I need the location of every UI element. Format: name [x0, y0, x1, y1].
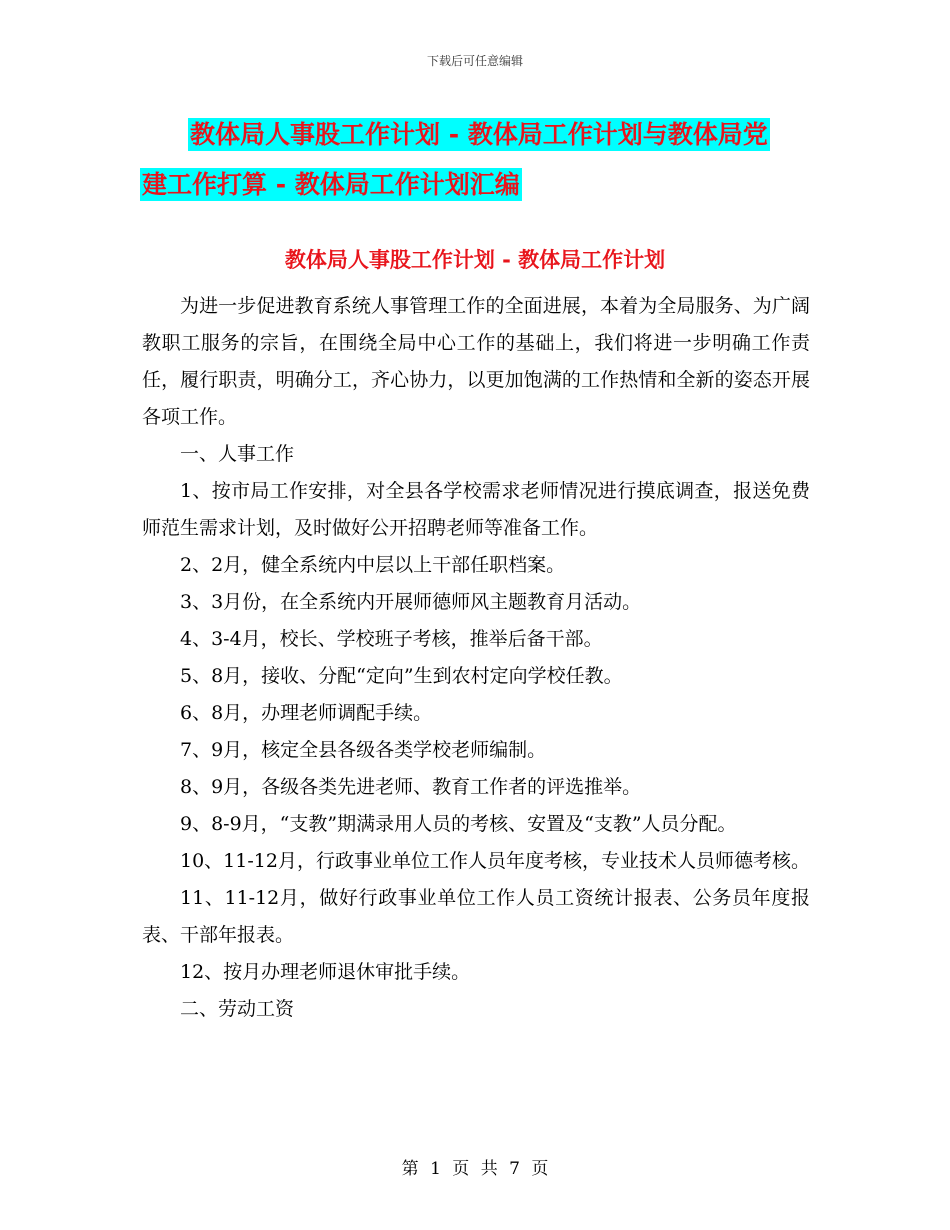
list-item: 3、3月份，在全系统内开展师德师风主题教育月活动。	[180, 591, 642, 613]
heading-personnel-work: 一、人事工作	[180, 443, 295, 465]
list-item: 11、11-12月，做好行政事业单位工作人员工资统计报表、公务员年度报表、干部年报表。	[142, 887, 810, 946]
document-body	[142, 288, 810, 1028]
list-item: 7、9月，核定全县各级各类学校老师编制。	[180, 739, 547, 761]
page-number-footer: 第 1 页 共 7 页	[401, 1159, 549, 1179]
title-line-2-text: 建工作打算 - 教体局工作计划汇编	[142, 170, 520, 199]
header-note: 下载后可任意编辑	[426, 54, 523, 68]
section-title: 教体局人事股工作计划 - 教体局工作计划	[284, 248, 666, 272]
list-item: 2、2月，健全系统内中层以上干部任职档案。	[180, 554, 566, 576]
title-line-1	[140, 110, 840, 160]
title-line-2	[140, 160, 840, 210]
list-item: 5、8月，接收、分配“定向”生到农村定向学校任教。	[180, 665, 623, 687]
heading-labor-wages: 二、劳动工资	[180, 998, 295, 1020]
paragraph-intro: 为进一步促进教育系统人事管理工作的全面进展，本着为全局服务、为广阔教职工服务的宗旨，在围绕全局中心工作的基础上，我们将进一步明确工作责任，履行职责，明确分工，齐心协力，以更加饱满的工作热情和全新的姿态开展各项工作。	[142, 295, 810, 428]
list-item: 4、3-4月，校长、学校班子考核，推举后备干部。	[180, 628, 603, 650]
list-item: 6、8月，办理老师调配手续。	[180, 702, 433, 724]
document-title	[140, 110, 840, 210]
list-item: 1、按市局工作安排，对全县各学校需求老师情况进行摸底调查，报送免费师范生需求计划，及时做好公开招聘老师等准备工作。	[142, 480, 810, 539]
list-item: 10、11-12月，行政事业单位工作人员年度考核，专业技术人员师德考核。	[180, 850, 810, 872]
list-item: 12、按月办理老师退休审批手续。	[180, 961, 471, 983]
list-item: 9、8-9月，“支教”期满录用人员的考核、安置及“支教”人员分配。	[180, 813, 737, 835]
list-item: 8、9月，各级各类先进老师、教育工作者的评选推举。	[180, 776, 642, 798]
title-line-1-text: 教体局人事股工作计划 - 教体局工作计划与教体局党	[190, 120, 768, 149]
